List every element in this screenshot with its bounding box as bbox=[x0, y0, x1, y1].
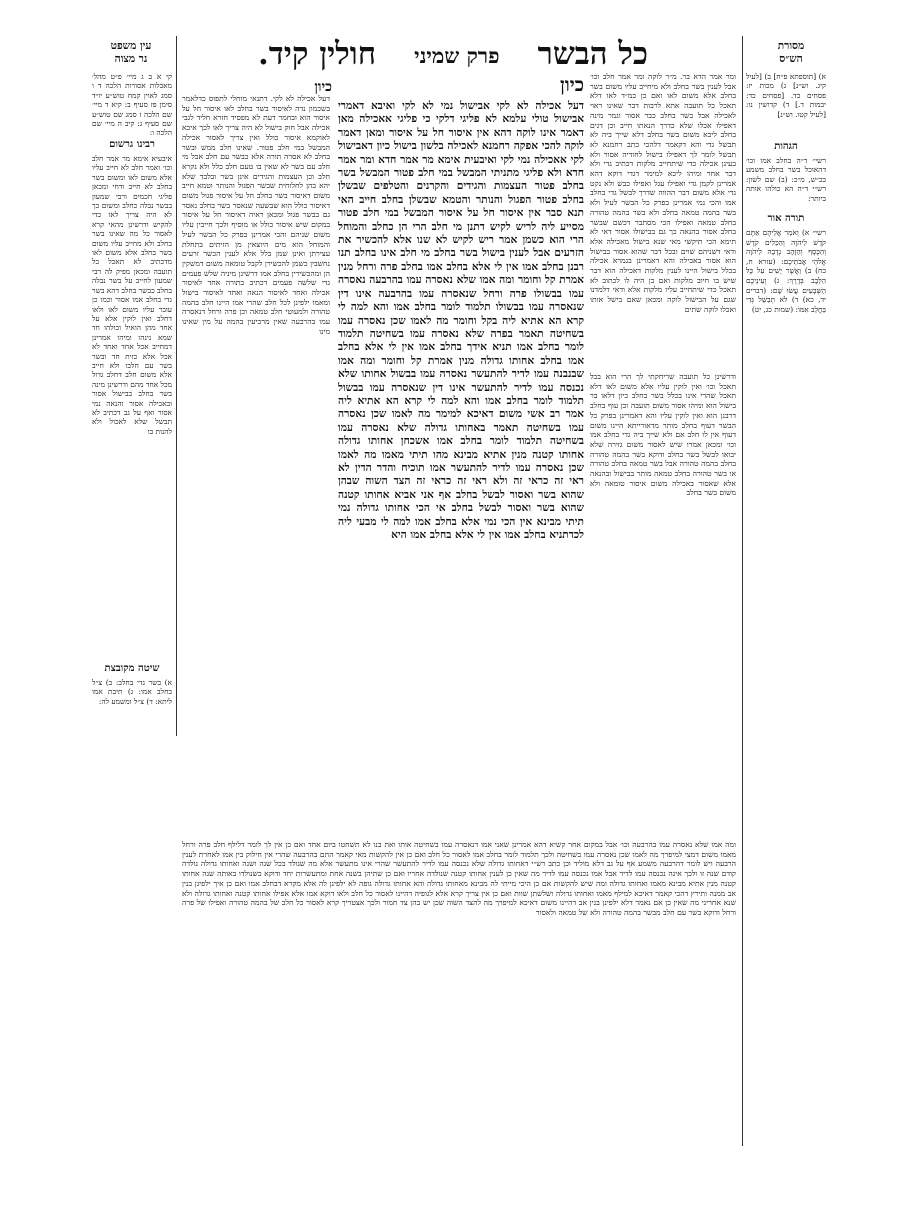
tosafot-bottom: ומה אמו שלא נאסרה עמו בהרבעה וכו׳ אבל במקום אחר קשיא דהא אמרינן שאני אמו דנאסרה עמו בשחיטה אותו ואת בנו לא תשחטו ביום אחד ואם כן אין לך לומר דלילף חלב פרה ורחל מאמו משום דמצי למיפרך מה לאמו שכן נאסרה עמו בשחיטה ולכך תלמוד לומר בחלב אמו לאסור כל חלב ואם כן אין להקשות מאי קאמר התם בהרבעה שהרי אין חילוק בין אמו לאחרת לענין הרבעה ויש לומר דהרבעה משמע אף על גב דלא מוליד וכן כתב רש״י דאחותו גדולה שלא נכנסה עמו לדיר להתעשר שהרי אינו מתעשר אלא מה שנולד בכל שנה ושנה ואחותו גדולה נולדה קודם שנה זו ולכך אינה נכנסה עמו לדיר אבל אמו נכנסה עמו לדיר מה שאין כן לענין אחותו קטנה שנולדה אחריו ואם כן שתיהן בשנה אחת ומתעשרות יחד ודוקא כשנולדו באותה שנה אחותו קטנה מנין אתיא מבינא מאמו ואחותו גדולה ומה שיש להקשות אם כן היכי מייתי לה מבינא מאחותו גדולה והא אחותו גדולה גופה לא ילפינן לה אלא מקרא דבחלב אמו ואם כן איך ילפינן בנין אב ממנה ותירץ דהכי קאמר דאיכא למילף מאמו ואחותו גדולה ושלשתן שוות ואם כן אין צריך קרא אלא לגופיה דהיינו לאסור כל חלב ולאו דוקא אמו אלא אפילו אחותו קטנה ואחותו גדולה ולא שנא אחריני מה שאין כן אם נאמר דלא ילפינן בנין אב דהיינו משום דאיכא למיפרך מה להצד השוה שכן יש בהן צד חמור ולכך אצטריך קרא לאסור כל חלב של בהמה טהורה ואפילו של פרה ורחל ודוקא בשר עם חלב מבשר בהמה טהורה ולא של טמאה ולאסור bbox=[182, 840, 736, 917]
rabbeinu-gershom-text: איבעיא אימא מר אמר חלב וכו׳ ואמר חלב לא חייב עליו אלא משום לאו ומשום בשר בחלב לא חייב ודחי ומכאן פליגי חכמים ורבי שמעון בבשר נבלה כחלב ומשום כך לא היה צריך לאו כדי להקיש ודרשינן מהאי קרא לאסור כל מה שאינו בשר בחלב ולא מחייב עליו משום בשר בחלב אלא משום לאו מדכתיב לא תאכל כל תועבה ומכאן מפיק לה רבי שמעון לחייב על בשר נבלה בחלב כבשר בחלב דהא בשר גדי בחלב אמו אסור וכמו כן עובר עליו משום לאו ולאו דחלב ואין לוקין אלא על אחד מהן הואיל וכולהו חד שמא נינהו ומיהו אמרינן דמחייב אכל אחד ואחד לא אכל אלא כזית חד ובשר בשר עם חלבו ולא חייב אלא משום חלב דחלב גדול מכל אחד מהם ודרשינן מינה בשר בחלב בבישול אסור ובאכילה אסור והנאה נמי אסור ואף על גב דכתיב לא תבשל שלא לאכול ולא להנות בו bbox=[91, 154, 172, 436]
hagahot-text: רשי״ ד״ה בחלב אמו וכו׳ דהאוכל בשר בחלב משמע בכ״ש, מ״כ: (ב) שם לשון: רש״י ד״ה הא כולהו אותה ביותר: bbox=[746, 156, 826, 203]
tosafot-right-upper: ומר אמר הדא בר. מ״ר לוקה ומר אמר חלב וכו׳ אבל לענין בשר בחלב ולא מיחייב עליו משום בשר בחלב אלא משום לאו ואם כן כמ״ד לאו דלא תאכל כל תועבה אתא לרבות דבר שאינו ראוי לאכילה אבל בשר בחלב כבר אסור וגמר מינה דאפילו אכלו שלא כדרך הנאתו חייב וכן דגים בחלב ליכא משום בשר בחלב דלא שייך ביה לא תבשל גדי והא דקאמר דלהכי כתב רחמנא לא תבשל לומר לך דאפילו בישול לחודיה אסור ולא בעינן אכילה כדי שיתחייב מלקות דכתיב גדי ולא דבר אחר ומיהו ליכא למימר דגדי דוקא דהא אמרינן לקמן גדי ואפילו עגל ואפילו כבש ולא נקט גדי אלא משום דבר ההווה שדרך לבשל גדי בחלב אמו והכי נמי אמרינן בפרק כל הבשר לעיל ולא בשר בהמה טמאה בחלב ולא בשר בהמה טהורה בחלב טמאה ואפילו הכי מסתבר דכשם שבשר בחלב אסור בהנאה כך גם בבישולו אסור דאי לא תימא הכי תיקשי מאי שנא בישול מאכילה אלא ודאי דשניהם שוים ובכל דבר שהוא אסור בבישול הוא אסור באכילה והא דאמרינן בגמרא אכילה בכלל בישול היינו לענין מלקות דאכילה הוא דבר שיש בו חיוב מלקות ואם כן היה לו לכתוב לא תאכל כדי שיתחייב עליו מלקות אלא ודאי דלמדנו שגם על הבישול לוקה ומכאן שאם בישל אותו ואכלו לוקה שתים bbox=[590, 72, 736, 314]
rashi-text: דעל אכילה לא לקי. דתנאי מוחלי לתפוס כדלאמר בשכמון נדה לאיסור בשר בחלב לאו איסור חל על איסור הוא ובחמר דעת לא מפסיד חזרא חליד לגבי אכילה אבל חוק בישול לא היה צריך לאו לכך איכא לאוקמא איסור כולל ואין צריך לאסור אכילה המבשל במי חלב פטור. שאינו חלב ממש ובשר בחלב לא אסרה תורה אלא כבשר עם חלב אבל מי חלב עם בשר לא שאין בו טעם חלב כלל ולא נקרא חלב וכן העצמות והגידים אינן בשר ובלבד שלא יהא בהן לחלוחית שבשר הפגול והנותר וטמא חייב משום דאיסור בשר בחלב חל על איסור פגול משום דאיסור כולל הוא שבשעה שנאסר בשר בחלב נאסר גם בבשר פגול ומכאן ראיה דאיסור חל על איסור במקום שיש איסור כולל או מוסיף ולכך חייבין עליו משום שניהם והכי אמרינן בפרק כל הבשר לעיל והמוחל הוא מים היוצאין מן הזיתים בתחלת עצירתן ואינן שמן כלל אלא לענין הכשר זרעים נחשבין כשמן להכשירן לקבל טומאה משום דמשקין הן ומהכשירין בחלב אמו דרשינן מיניה שלש פעמים גדי שלשה פעמים דכתיב בתורה אחד לאיסור אכילה ואחד לאיסור הנאה ואחד לאיסור בישול ומאמו ילפינן לכל חלב שהרי אמו היינו חלב בהמה טהורה ולמעוטי חלב טמאה וכן פרה ורחל דנאסרה עמו בהרבעה שאין מרביעין בהמה על מין שאינו מינו bbox=[182, 94, 330, 336]
page-header bbox=[258, 38, 648, 72]
column-rule-right bbox=[742, 36, 743, 1146]
column-rule-left bbox=[176, 36, 177, 736]
hagahot-title: הגהות bbox=[774, 141, 798, 152]
header-chapter-name: כל הבשר bbox=[537, 36, 648, 72]
header-folio: חולין קיד. bbox=[258, 36, 377, 72]
ein-mishpat-title: עין משפט נר מצוה bbox=[110, 40, 152, 65]
header-chapter-number: פרק שמיני bbox=[414, 43, 500, 68]
gemara-text: דעל אכילה לא לקי אבישול נמי לא לקי ואיבא דאמרי אבישול טולי עלמא לא פליגי דלקי כי פליגי אאכילה מאן דאמר אינו לוקה דהא אין איסור חל על איסור ומאן דאמר לוקה להכי אפקה רחמנא לאכילה בלשון בישול כיון דאבישול לקי אאכילה נמי לקי ואיבעית אימא מר אמר חדא ומר אמר חדא ולא פליגי מתניתי המבשל במי חלב פטור המבשל בשר בחלב פטור העצמות והגידים והקרנים והטלפים שבשלן בחלב פטור הפגול והנותר והטמא שבשלן בחלב חייב האי תנא סבר אין איסור חל על איסור המבשל במי חלב פטור מסייע ליה לריש לקיש דתנן מי חלב הרי הן כחלב והמוחל הרי הוא כשמן אמר ריש לקיש לא שנו אלא להכשיר את הזרעים אבל לענין בישול בשר בחלב מי חלב אינו בחלב תנו רבנן בחלב אמו אין לי אלא בחלב אמו בחלב פרה ורחל מנין אמרת קל וחומר ומה אמו שלא נאסרה עמו בהרבעה נאסרה עמו בבשולו פרה ורחל שנאסרה עמו בהרבעה אינו דין שנאסרה עמו בבשולו תלמוד לומר בחלב אמו והא למה לי קרא הא אתיא ליה בקל וחומר מה לאמו שכן נאסרה עמו בשחיטה תאמר בפרה שלא נאסרה עמו בשחיטה תלמוד לומר בחלב אמו תניא אידך בחלב אמו אין לי אלא בחלב אמו בחלב אחותו גדולה מנין אמרת קל וחומר ומה אמו שבנבנה עמו לדיר להתעשר נאסרה עמו בבשול אחותו שלא נכנסה עמו לדיר להתעשר אינו דין שנאסרה עמו בבשול תלמוד לומר בחלב אמו והא למה לי קרא הא אתיא ליה אמר רב אשי משום דאיכא למימר מה לאמו שכן נאסרה עמו בשחיטה תאמר באחותו גדולה שלא נאסרה עמו בשחיטה תלמוד לומר בחלב אמו אשכחן אחותו גדולה אחותו קטנה מנין אתיא מבינא מהו תיתי מאמו מה לאמו שכן נאסרה עמו לדיר להתעשר אמו תוכיח והדר הדין לא ראי זה כראי זה ולא ראי זה כראי זה הצד השוה שבהן שהוא בשר ואסור לבשל בחלב אף אני אביא אחותו קטנה שהוא בשר ואסור לבשל בחלב אי הכי אחותו גדולה נמי תיתי מבינא אין הכי נמי אלא בחלב אמו למה לי מבעי ליה לכדתניא בחלב אמו אין לי אלא בחלב אמו היא bbox=[338, 100, 584, 541]
rashi-opening-word: כיון bbox=[314, 79, 332, 95]
gemara-opening bbox=[408, 74, 584, 96]
torah-or-text: רשי״ א) וְאֹמַר אֲלֵיהֶם אַתֶּם קֹדֶשׁ לַיהֹוָה וְהַכֵּלִים קֹדֶשׁ וְהַכֶּסֶף וְהַזָּהָב נְדָבָה לַיהֹוָה אֱלֹהֵי אֲבֹתֵיכֶם: (עזרא ח, כח) ב) וַאֲשֶׁר יָשִׁים עַל כָּל הַלֵּבָב בְּדֶרֶךְ: ג) וְעֵינֵיכֶם הַשְּׁבָעִים עֲשׂוּ שָׁם: (דברים יד, כא) ד) לֹא תְבַשֵּׁל גְּדִי בַּחֲלֵב אִמּוֹ: (שמות כג, יט) bbox=[746, 228, 826, 314]
torah-or-title: תורה אור bbox=[767, 213, 805, 224]
ein-mishpat-text: קי א ב ג מיי׳ פ״ט מהל׳ מאכלות אסורות הלכה ד ו סמג לאוין קמח טוש״ע יו״ד סימן פז סעיף ב: קיא ד מיי׳ שם הלכה ז סמג שם טוש״ע שם סעיף ג: קיב ה מיי׳ שם הלכה ו: bbox=[92, 72, 172, 138]
shita-mekubetzet-text: א) בשר גדי בחלב: ב) צ״ל בחלב אמו: ג) תיבת אמו ליתא: ד) צ״ל ומשמע לה: bbox=[92, 678, 172, 706]
mesoret-hashas-title: מסורת הש״ס bbox=[777, 40, 805, 65]
rabbeinu-gershom-title: רבינו גרשום bbox=[109, 139, 155, 150]
gemara-opening-word: כיון bbox=[560, 74, 584, 96]
tosafot-right-lower: ודרשינן כל תועבה שריחקתי לך הרי הוא בבל תאכל וכו׳ ואין לוקין עליו אלא משום לאו דלא תאכל שהרי אינו בכלל בשר בחלב כיון דלאו בר בישול הוא ומיהו אסור משום תועבה וכן עוף בחלב דרבנן הוא ואין לוקין עליו והא דאמרינן בפרק כל הבשר דעוף בחלב מותר מדאורייתא היינו משום דעוף אין לו חלב אם ולא שייך ביה גדי בחלב אמו וכו׳ ומכאן אמרו שיש לאסור משום גזירה שלא יבואו לבשל בשר בחלב ודוקא בשר בהמה טהורה בחלב בהמה טהורה אבל בשר טמאה בחלב טהורה או בשר טהורה בחלב טמאה מותר בבישול ובהנאה אלא שאסור באכילה משום איסור טומאה ולא משום בשר בחלב bbox=[590, 372, 736, 498]
shita-mekubetzet-title: שיטה מקובצת bbox=[104, 663, 160, 674]
mesoret-hashas-text: א) [תוספתא פ״ח] ב) [לעיל קיג. וש״נ] ג) מכות יז: פסחים כד. [פסחים כד: יבמות ד.] ד) קדושין נו: [לעיל קטו. וש״נ] bbox=[746, 72, 826, 119]
